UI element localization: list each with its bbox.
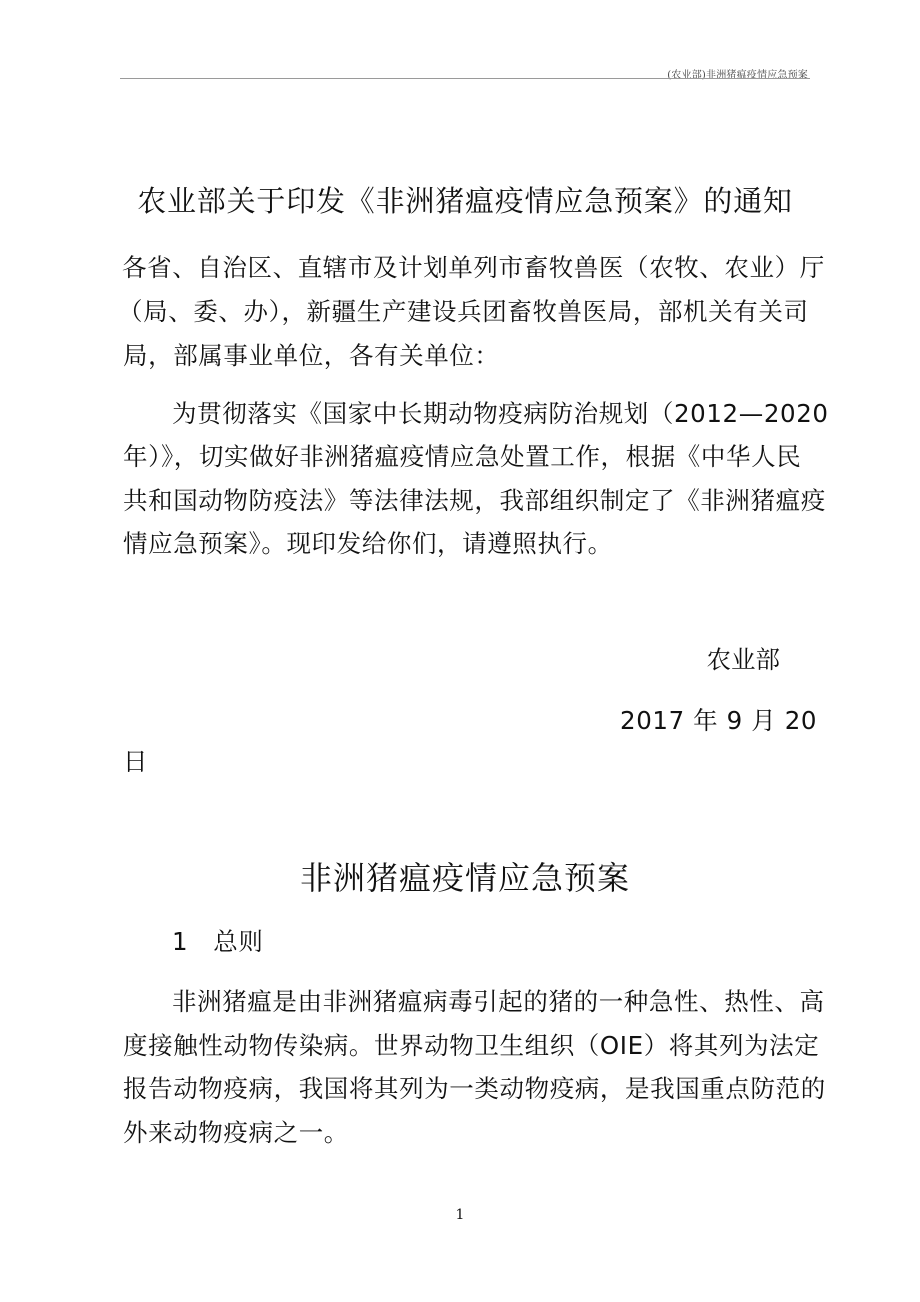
signature-org: 农业部 — [706, 645, 780, 674]
header-divider — [120, 78, 810, 79]
running-header: (农业部)非洲猪瘟疫情应急预案 — [667, 70, 808, 81]
addressee-line: 各省、自治区、直辖市及计划单列市畜牧兽医（农牧、农业）厅 — [122, 253, 825, 282]
notice-title: 农业部关于印发《非洲猪瘟疫情应急预案》的通知 — [137, 184, 793, 218]
plan-title: 非洲猪瘟疫情应急预案 — [299, 859, 630, 897]
notice-body-line: 为贯彻落实《国家中长期动物疫病防治规划（2012—2020 — [172, 399, 829, 428]
notice-body-line: 共和国动物防疫法》等法律法规，我部组织制定了《非洲猪瘟疫 — [123, 486, 826, 515]
addressee-line: （局、委、办），新疆生产建设兵团畜牧兽医局，部机关有关司 — [118, 297, 809, 326]
date-line-continued: 日 — [123, 747, 149, 776]
plan-paragraph-line: 非洲猪瘟是由非洲猪瘟病毒引起的猪的一种急性、热性、高 — [172, 987, 825, 1016]
plan-paragraph-line: 外来动物疫病之一。 — [123, 1118, 349, 1147]
section-heading: 1 总则 — [172, 927, 264, 956]
plan-paragraph-line: 度接触性动物传染病。世界动物卫生组织（OIE）将其列为法定 — [123, 1031, 820, 1060]
page-number: 1 — [455, 1207, 465, 1223]
date-line: 2017 年 9 月 20 — [620, 706, 818, 735]
addressee-line: 局，部属事业单位，各有关单位： — [123, 341, 500, 370]
notice-body-line: 年）》，切实做好非洲猪瘟疫情应急处置工作，根据《中华人民 — [123, 442, 802, 471]
plan-paragraph-line: 报告动物疫病，我国将其列为一类动物疫病，是我国重点防范的 — [123, 1074, 826, 1103]
notice-body-line: 情应急预案》。现印发给你们，请遵照执行。 — [123, 529, 613, 558]
